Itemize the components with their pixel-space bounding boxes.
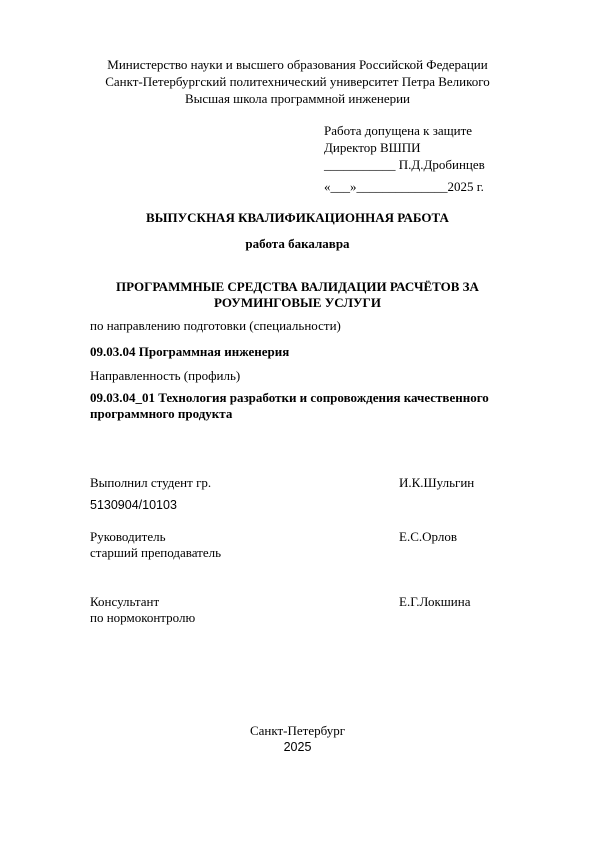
approval-admitted: Работа допущена к защите <box>324 123 473 138</box>
approval-signature-line: ___________ П.Д.Дробинцев <box>324 157 485 172</box>
footer-city: Санкт-Петербург <box>249 723 346 738</box>
profile-value-line2: программного продукта <box>90 406 233 421</box>
consultant-role: по нормоконтролю <box>90 610 196 625</box>
approval-director: Директор ВШПИ <box>324 140 421 155</box>
thesis-title-line2: РОУМИНГОВЫЕ УСЛУГИ <box>214 295 381 310</box>
work-type: ВЫПУСКНАЯ КВАЛИФИКАЦИОННАЯ РАБОТА <box>146 210 449 225</box>
profile-label: Направленность (профиль) <box>90 368 241 383</box>
school-name: Высшая школа программной инженерии <box>185 91 410 106</box>
student-label: Выполнил студент гр. <box>90 475 212 490</box>
direction-value: 09.03.04 Программная инженерия <box>90 344 290 359</box>
profile-value-line1: 09.03.04_01 Технология разработки и сопровождения качественного <box>90 390 489 405</box>
consultant-name: Е.Г.Локшина <box>399 594 471 609</box>
footer-year: 2025 <box>283 740 312 754</box>
university-name: Санкт-Петербургский политехнический университет Петра Великого <box>105 74 490 89</box>
supervisor-title: старший преподаватель <box>90 545 222 560</box>
student-name: И.К.Шульгин <box>399 475 475 490</box>
ministry-name: Министерство науки и высшего образования Российской Федерации <box>107 57 488 72</box>
approval-date-line: «___»______________2025 г. <box>324 179 484 194</box>
supervisor-name: Е.С.Орлов <box>399 529 457 544</box>
student-group: 5130904/10103 <box>90 498 177 512</box>
thesis-title-line1: ПРОГРАММНЫЕ СРЕДСТВА ВАЛИДАЦИИ РАСЧЁТОВ ЗА <box>116 279 479 294</box>
supervisor-label: Руководитель <box>90 529 166 544</box>
degree-type: работа бакалавра <box>245 236 350 251</box>
direction-label: по направлению подготовки (специальности) <box>90 318 341 333</box>
consultant-label: Консультант <box>90 594 160 609</box>
